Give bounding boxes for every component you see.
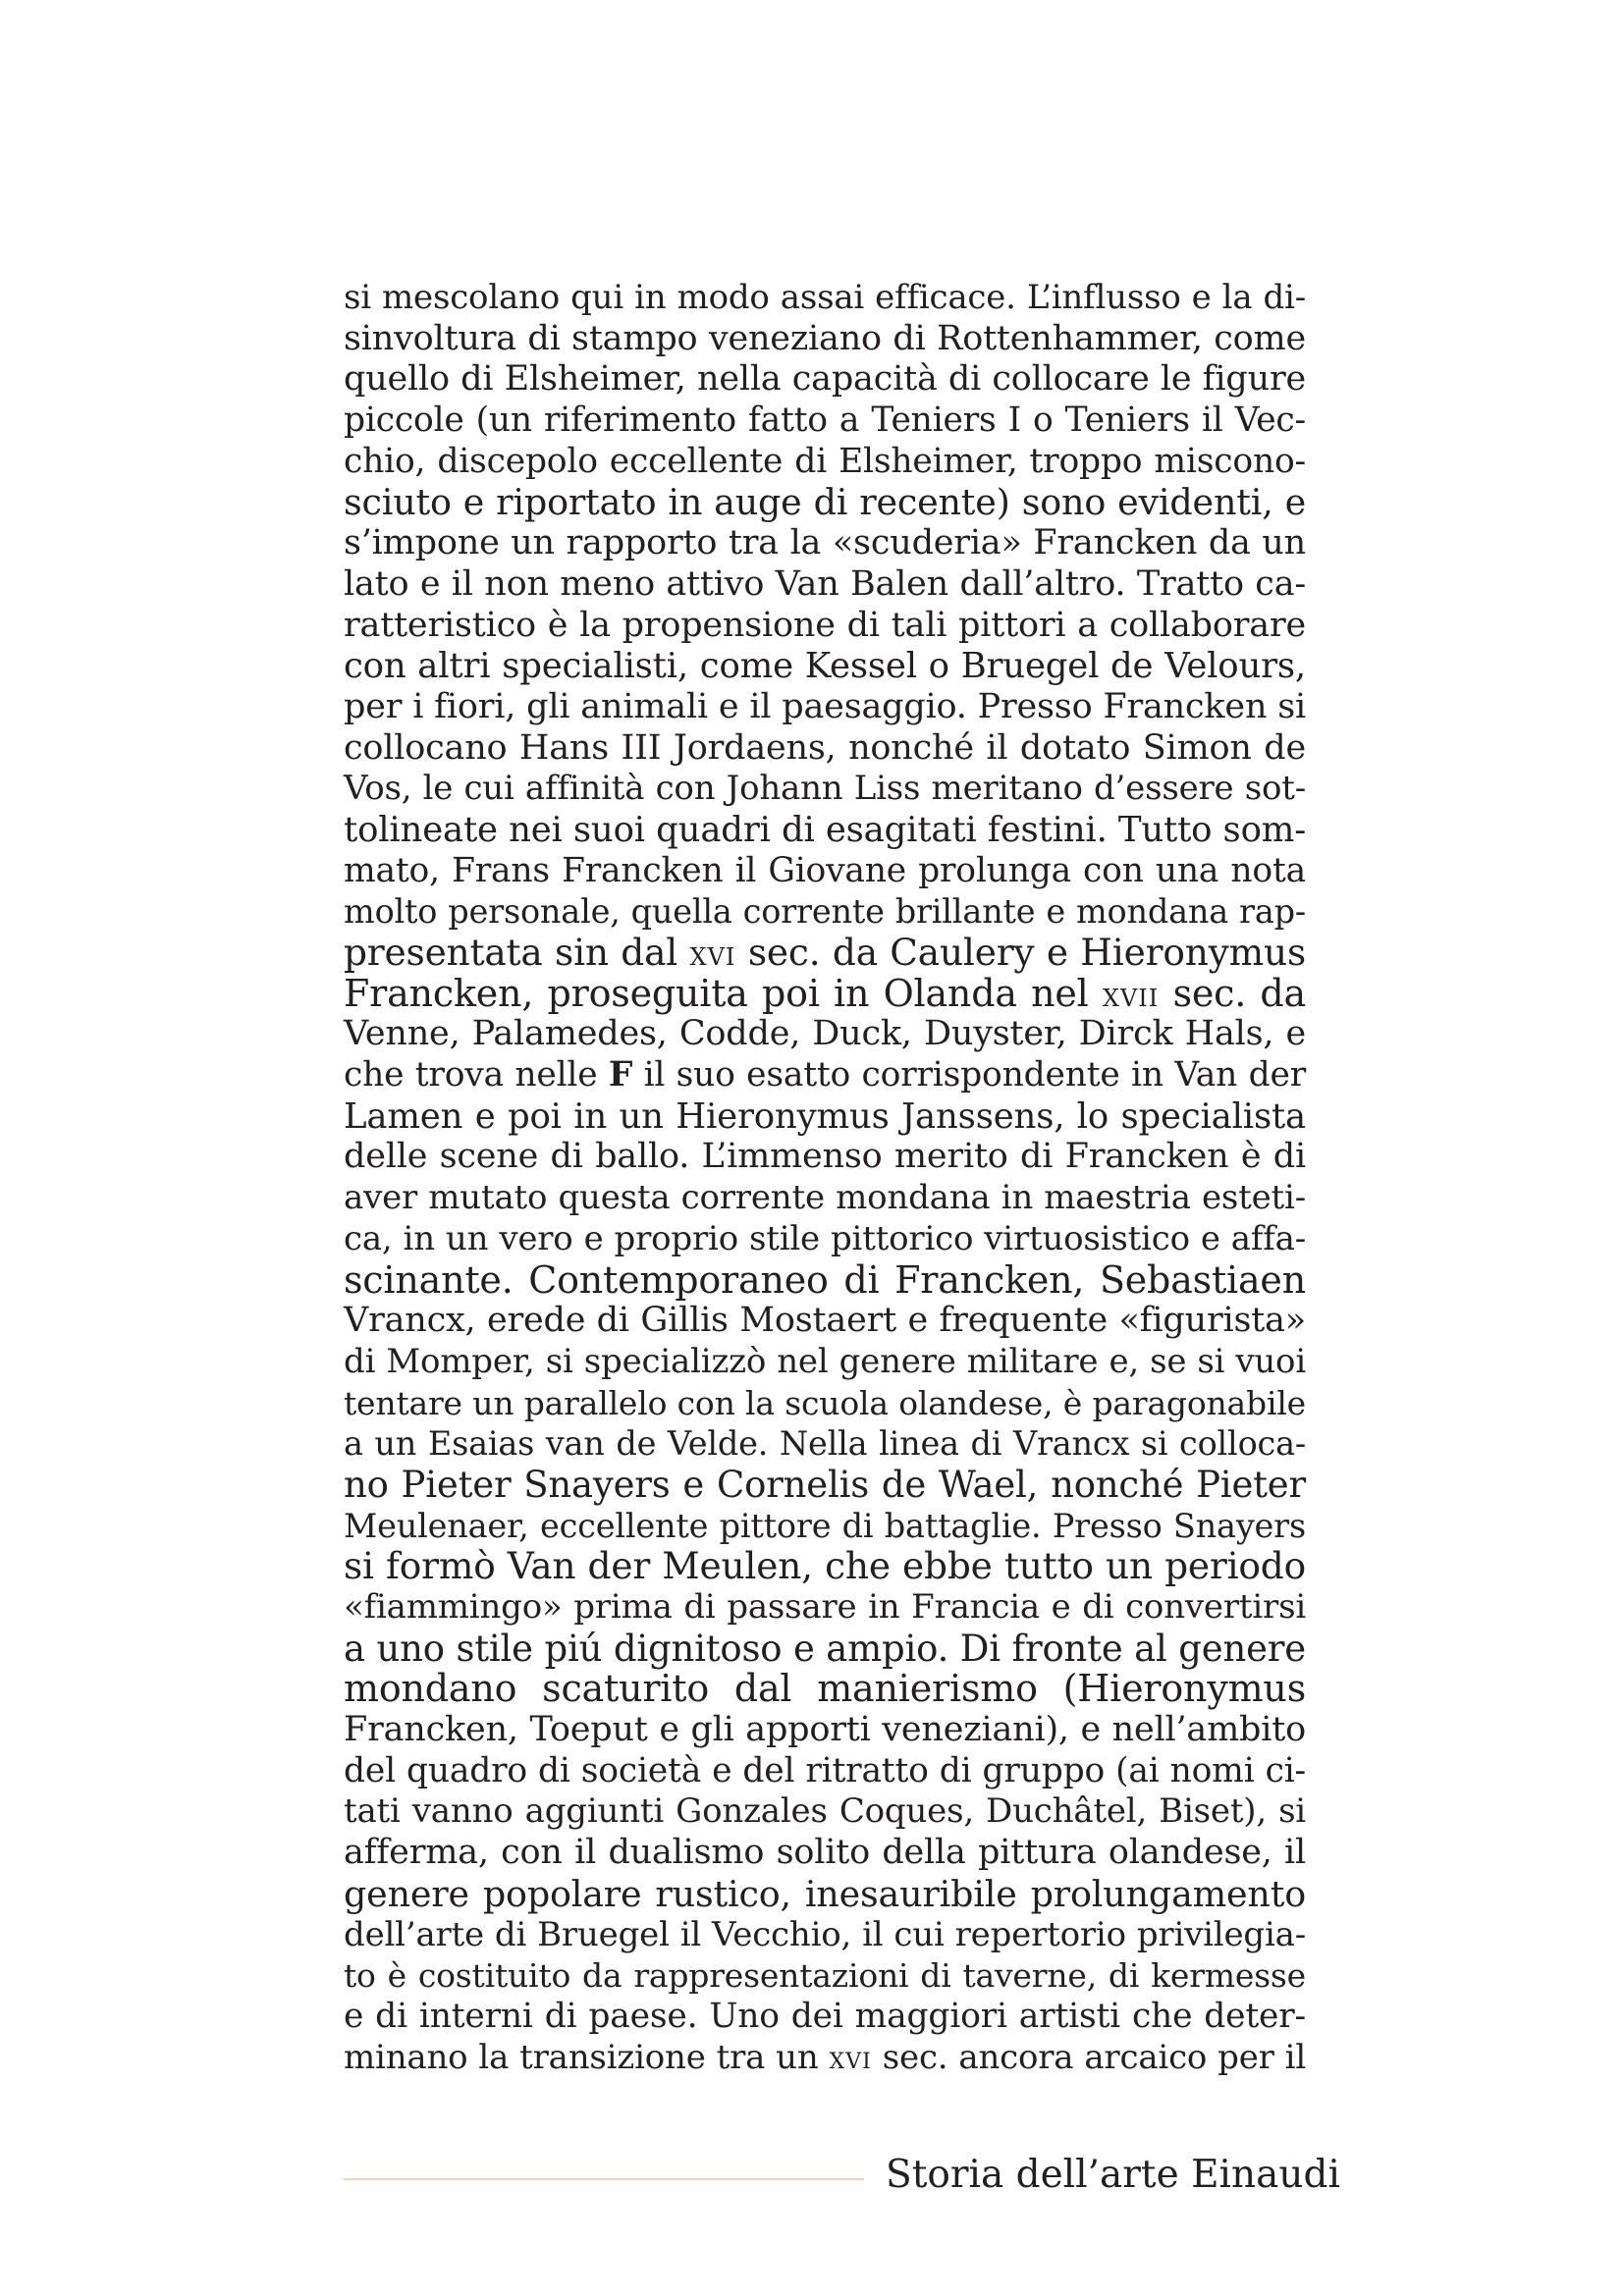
text-line: a uno stile piú dignitoso e ampio. Di fronte al genere <box>344 1627 1306 1670</box>
text-line: Meulenaer, eccellente pittore di battaglie. Presso Snayers <box>344 1506 1306 1545</box>
text-line: si formò Van der Meulen, che ebbe tutto un periodo <box>344 1544 1306 1588</box>
text-segment: che trova nelle <box>344 1055 598 1095</box>
text-line: tentare un parallelo con la scuola olandese, è paragonabile <box>344 1383 1306 1422</box>
text-segment: il suo esatto corrispondente in Van der <box>643 1055 1306 1095</box>
text-line: si mescolano qui in modo assai efficace. L’influsso e la di- <box>344 278 1306 317</box>
text-line: Francken, Toeput e gli apporti veneziani), e nell’ambito <box>344 1710 1306 1750</box>
text-segment: presentata sin dal <box>344 931 678 974</box>
text-line: genere popolare rustico, inesauribile prolungamento <box>344 1872 1306 1915</box>
text-segment: minano la transizione tra un <box>344 2037 819 2077</box>
text-line <box>344 933 1306 974</box>
text-line <box>344 2038 1306 2079</box>
text-line: tolineate nei suoi quadri di esagitati festini. Tutto som- <box>344 809 1306 850</box>
text-line: ratteristico è la propensione di tali pittori a collaborare <box>344 605 1306 645</box>
text-line: Venne, Palamedes, Codde, Duck, Duyster, Dirck Hals, e <box>344 1014 1306 1054</box>
text-line: ca, in un vero e proprio stile pittorico virtuosistico e affa- <box>344 1218 1306 1258</box>
footer-divider <box>344 2178 864 2180</box>
text-line: no Pieter Snayers e Cornelis de Wael, nonché Pieter <box>344 1463 1306 1506</box>
text-line: mondano scaturito dal manierismo (Hieronymus <box>344 1667 1306 1711</box>
text-line <box>344 971 1306 1015</box>
text-line: Vrancx, erede di Gillis Mostaert e frequente «figurista» <box>344 1301 1306 1341</box>
text-line: piccole (un riferimento fatto a Teniers I o Teniers il Vec- <box>344 400 1306 441</box>
text-segment: sec. ancora arcaico per il <box>882 2037 1307 2077</box>
text-line: di Momper, si specializzò nel genere militare e, se si vuoi <box>344 1341 1306 1381</box>
bold-letter: F <box>608 1055 633 1095</box>
text-line: sciuto e riportato in auge di recente) sono evidenti, e <box>344 481 1306 524</box>
text-line: aver mutato questa corrente mondana in maestria esteti- <box>344 1178 1306 1218</box>
text-line: «fiammingo» prima di passare in Francia e di convertirsi <box>344 1587 1306 1627</box>
century-numeral: xvi <box>689 934 736 974</box>
text-segment: Francken, proseguita poi in Olanda nel <box>344 971 1089 1015</box>
text-segment: sec. da Caulery e Hieronymus <box>747 931 1306 974</box>
footer-title: Storia dell’arte Einaudi <box>886 2153 1340 2197</box>
text-line: s’impone un rapporto tra la «scuderia» Francken da un <box>344 523 1306 563</box>
text-line: Vos, le cui affinità con Johann Liss meritano d’essere sot- <box>344 769 1306 809</box>
text-line: afferma, con il dualismo solito della pittura olandese, il <box>344 1833 1306 1873</box>
text-segment: sec. da <box>1172 971 1306 1015</box>
text-line: mato, Frans Francken il Giovane prolunga con una nota <box>344 850 1306 890</box>
century-numeral: xvii <box>1102 975 1160 1015</box>
text-line: quello di Elsheimer, nella capacità di collocare le figure <box>344 359 1306 400</box>
text-line: dell’arte di Bruegel il Vecchio, il cui repertorio privilegia- <box>344 1914 1306 1954</box>
text-line: scinante. Contemporaneo di Francken, Sebastiaen <box>344 1257 1306 1302</box>
text-line: collocano Hans III Jordaens, nonché il dotato Simon de <box>344 727 1306 768</box>
text-line: chio, discepolo eccellente di Elsheimer, troppo miscono- <box>344 441 1306 481</box>
text-line: per i fiori, gli animali e il paesaggio. Presso Francken si <box>344 686 1306 726</box>
text-line: molto personale, quella corrente brillante e mondana rap- <box>344 892 1306 932</box>
century-numeral: xvi <box>829 2040 872 2076</box>
text-line: con altri specialisti, come Kessel o Bruegel de Velours, <box>344 646 1306 687</box>
text-line: a un Esaias van de Velde. Nella linea di Vrancx si colloca- <box>344 1424 1306 1464</box>
body-text <box>344 278 1306 2078</box>
text-line: sinvoltura di stampo veneziano di Rottenhammer, come <box>344 318 1306 358</box>
text-line: to è costituito da rappresentazioni di taverne, di kermesse <box>344 1956 1306 1996</box>
text-line: delle scene di ballo. L’immenso merito di Francken è di <box>344 1137 1306 1177</box>
text-line: lato e il non meno attivo Van Balen dall’altro. Tratto ca- <box>344 563 1306 604</box>
text-line: e di interni di paese. Uno dei maggiori artisti che deter- <box>344 1996 1306 2036</box>
text-line: tati vanno aggiunti Gonzales Coques, Duchâtel, Biset), si <box>344 1791 1306 1832</box>
text-line <box>344 1055 1306 1096</box>
text-line: Lamen e poi in un Hieronymus Janssens, lo specialista <box>344 1095 1306 1137</box>
text-line: del quadro di società e del ritratto di gruppo (ai nomi ci- <box>344 1750 1306 1790</box>
